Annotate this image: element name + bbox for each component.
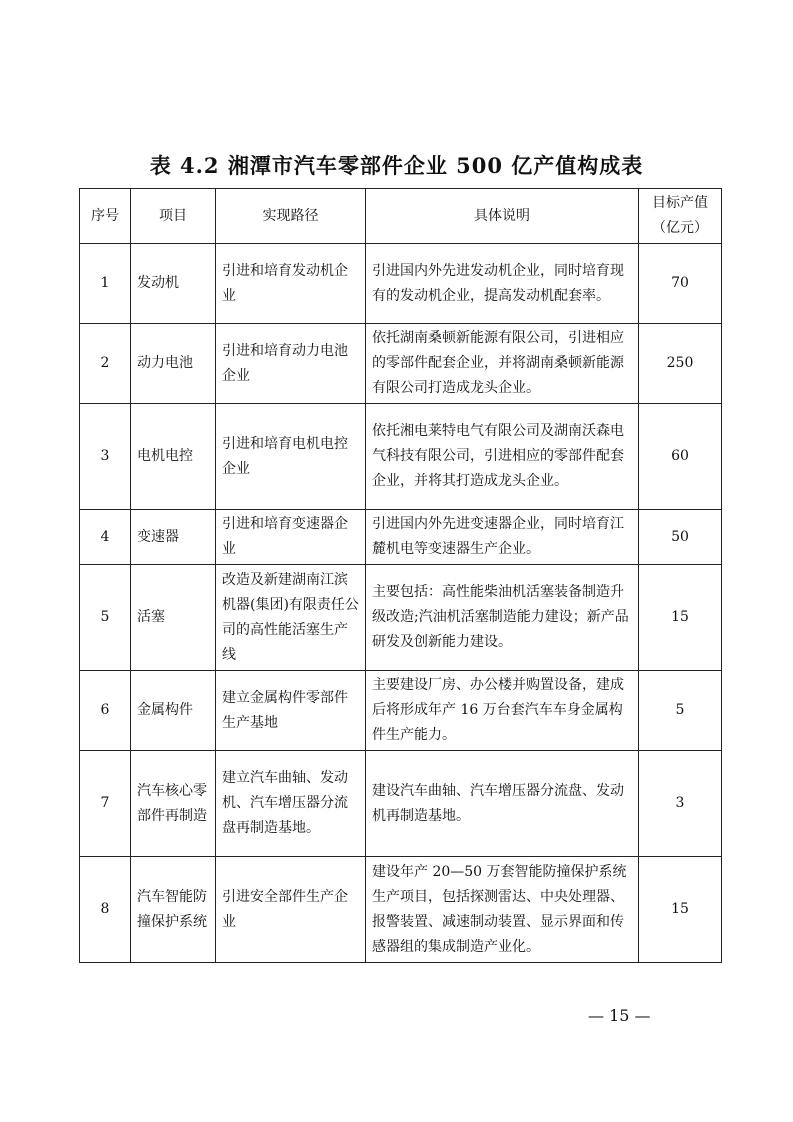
row-item-cell: 活塞 bbox=[131, 565, 216, 671]
row-number-cell: 5 bbox=[80, 565, 131, 671]
header-item: 项目 bbox=[131, 189, 216, 244]
row-value-cell: 70 bbox=[639, 244, 722, 324]
row-value-cell: 15 bbox=[639, 857, 722, 963]
table-row bbox=[80, 404, 722, 510]
table-row bbox=[80, 671, 722, 751]
row-number-cell: 4 bbox=[80, 510, 131, 565]
row-desc-cell: 引进国内外先进发动机企业，同时培育现有的发动机企业，提高发动机配套率。 bbox=[366, 244, 639, 324]
row-desc-cell: 主要包括：高性能柴油机活塞装备制造升级改造;汽油机活塞制造能力建设；新产品研发及创新能力建设。 bbox=[366, 565, 639, 671]
row-path-cell: 引进和培育变速器企业 bbox=[216, 510, 366, 565]
row-path-cell: 引进安全部件生产企业 bbox=[216, 857, 366, 963]
row-item-cell: 汽车核心零部件再制造 bbox=[131, 751, 216, 857]
table-header-row bbox=[80, 189, 722, 244]
row-path-cell: 引进和培育电机电控企业 bbox=[216, 404, 366, 510]
row-path-cell: 引进和培育发动机企业 bbox=[216, 244, 366, 324]
header-desc: 具体说明 bbox=[366, 189, 639, 244]
table-row bbox=[80, 565, 722, 671]
output-value-table bbox=[79, 188, 722, 963]
header-path: 实现路径 bbox=[216, 189, 366, 244]
row-number-cell: 2 bbox=[80, 324, 131, 404]
page-number: — 15 — bbox=[588, 1006, 651, 1025]
row-desc-cell: 依托湘电莱特电气有限公司及湖南沃森电气科技有限公司，引进相应的零部件配套企业，并将其打造成龙头企业。 bbox=[366, 404, 639, 510]
row-number-cell: 6 bbox=[80, 671, 131, 751]
row-number-cell: 7 bbox=[80, 751, 131, 857]
row-value-cell: 3 bbox=[639, 751, 722, 857]
table-row bbox=[80, 857, 722, 963]
table-row bbox=[80, 324, 722, 404]
row-number-cell: 8 bbox=[80, 857, 131, 963]
row-value-cell: 15 bbox=[639, 565, 722, 671]
row-value-cell: 60 bbox=[639, 404, 722, 510]
row-value-cell: 250 bbox=[639, 324, 722, 404]
row-number-cell: 3 bbox=[80, 404, 131, 510]
row-item-cell: 金属构件 bbox=[131, 671, 216, 751]
row-path-cell: 引进和培育动力电池企业 bbox=[216, 324, 366, 404]
header-value: 目标产值（亿元） bbox=[639, 189, 722, 244]
row-number-cell: 1 bbox=[80, 244, 131, 324]
table-row bbox=[80, 510, 722, 565]
row-item-cell: 发动机 bbox=[131, 244, 216, 324]
header-no: 序号 bbox=[80, 189, 131, 244]
row-item-cell: 电机电控 bbox=[131, 404, 216, 510]
row-path-cell: 建立金属构件零部件生产基地 bbox=[216, 671, 366, 751]
row-desc-cell: 引进国内外先进变速器企业，同时培育江麓机电等变速器生产企业。 bbox=[366, 510, 639, 565]
row-item-cell: 动力电池 bbox=[131, 324, 216, 404]
row-value-cell: 5 bbox=[639, 671, 722, 751]
row-item-cell: 变速器 bbox=[131, 510, 216, 565]
table-row bbox=[80, 751, 722, 857]
row-desc-cell: 建设汽车曲轴、汽车增压器分流盘、发动机再制造基地。 bbox=[366, 751, 639, 857]
table-title: 表 4.2 湘潭市汽车零部件企业 500 亿产值构成表 bbox=[149, 153, 644, 178]
row-item-cell: 汽车智能防撞保护系统 bbox=[131, 857, 216, 963]
table-row bbox=[80, 244, 722, 324]
row-desc-cell: 依托湖南桑顿新能源有限公司，引进相应的零部件配套企业，并将湖南桑顿新能源有限公司打造成龙头企业。 bbox=[366, 324, 639, 404]
row-value-cell: 50 bbox=[639, 510, 722, 565]
row-path-cell: 改造及新建湖南江滨机器(集团)有限责任公司的高性能活塞生产线 bbox=[216, 565, 366, 671]
row-desc-cell: 主要建设厂房、办公楼并购置设备，建成后将形成年产 16 万台套汽车车身金属构件生产能力。 bbox=[366, 671, 639, 751]
row-path-cell: 建立汽车曲轴、发动机、汽车增压器分流盘再制造基地。 bbox=[216, 751, 366, 857]
row-desc-cell: 建设年产 20—50 万套智能防撞保护系统生产项目，包括探测雷达、中央处理器、报警装置、减速制动装置、显示界面和传感器组的集成制造产业化。 bbox=[366, 857, 639, 963]
